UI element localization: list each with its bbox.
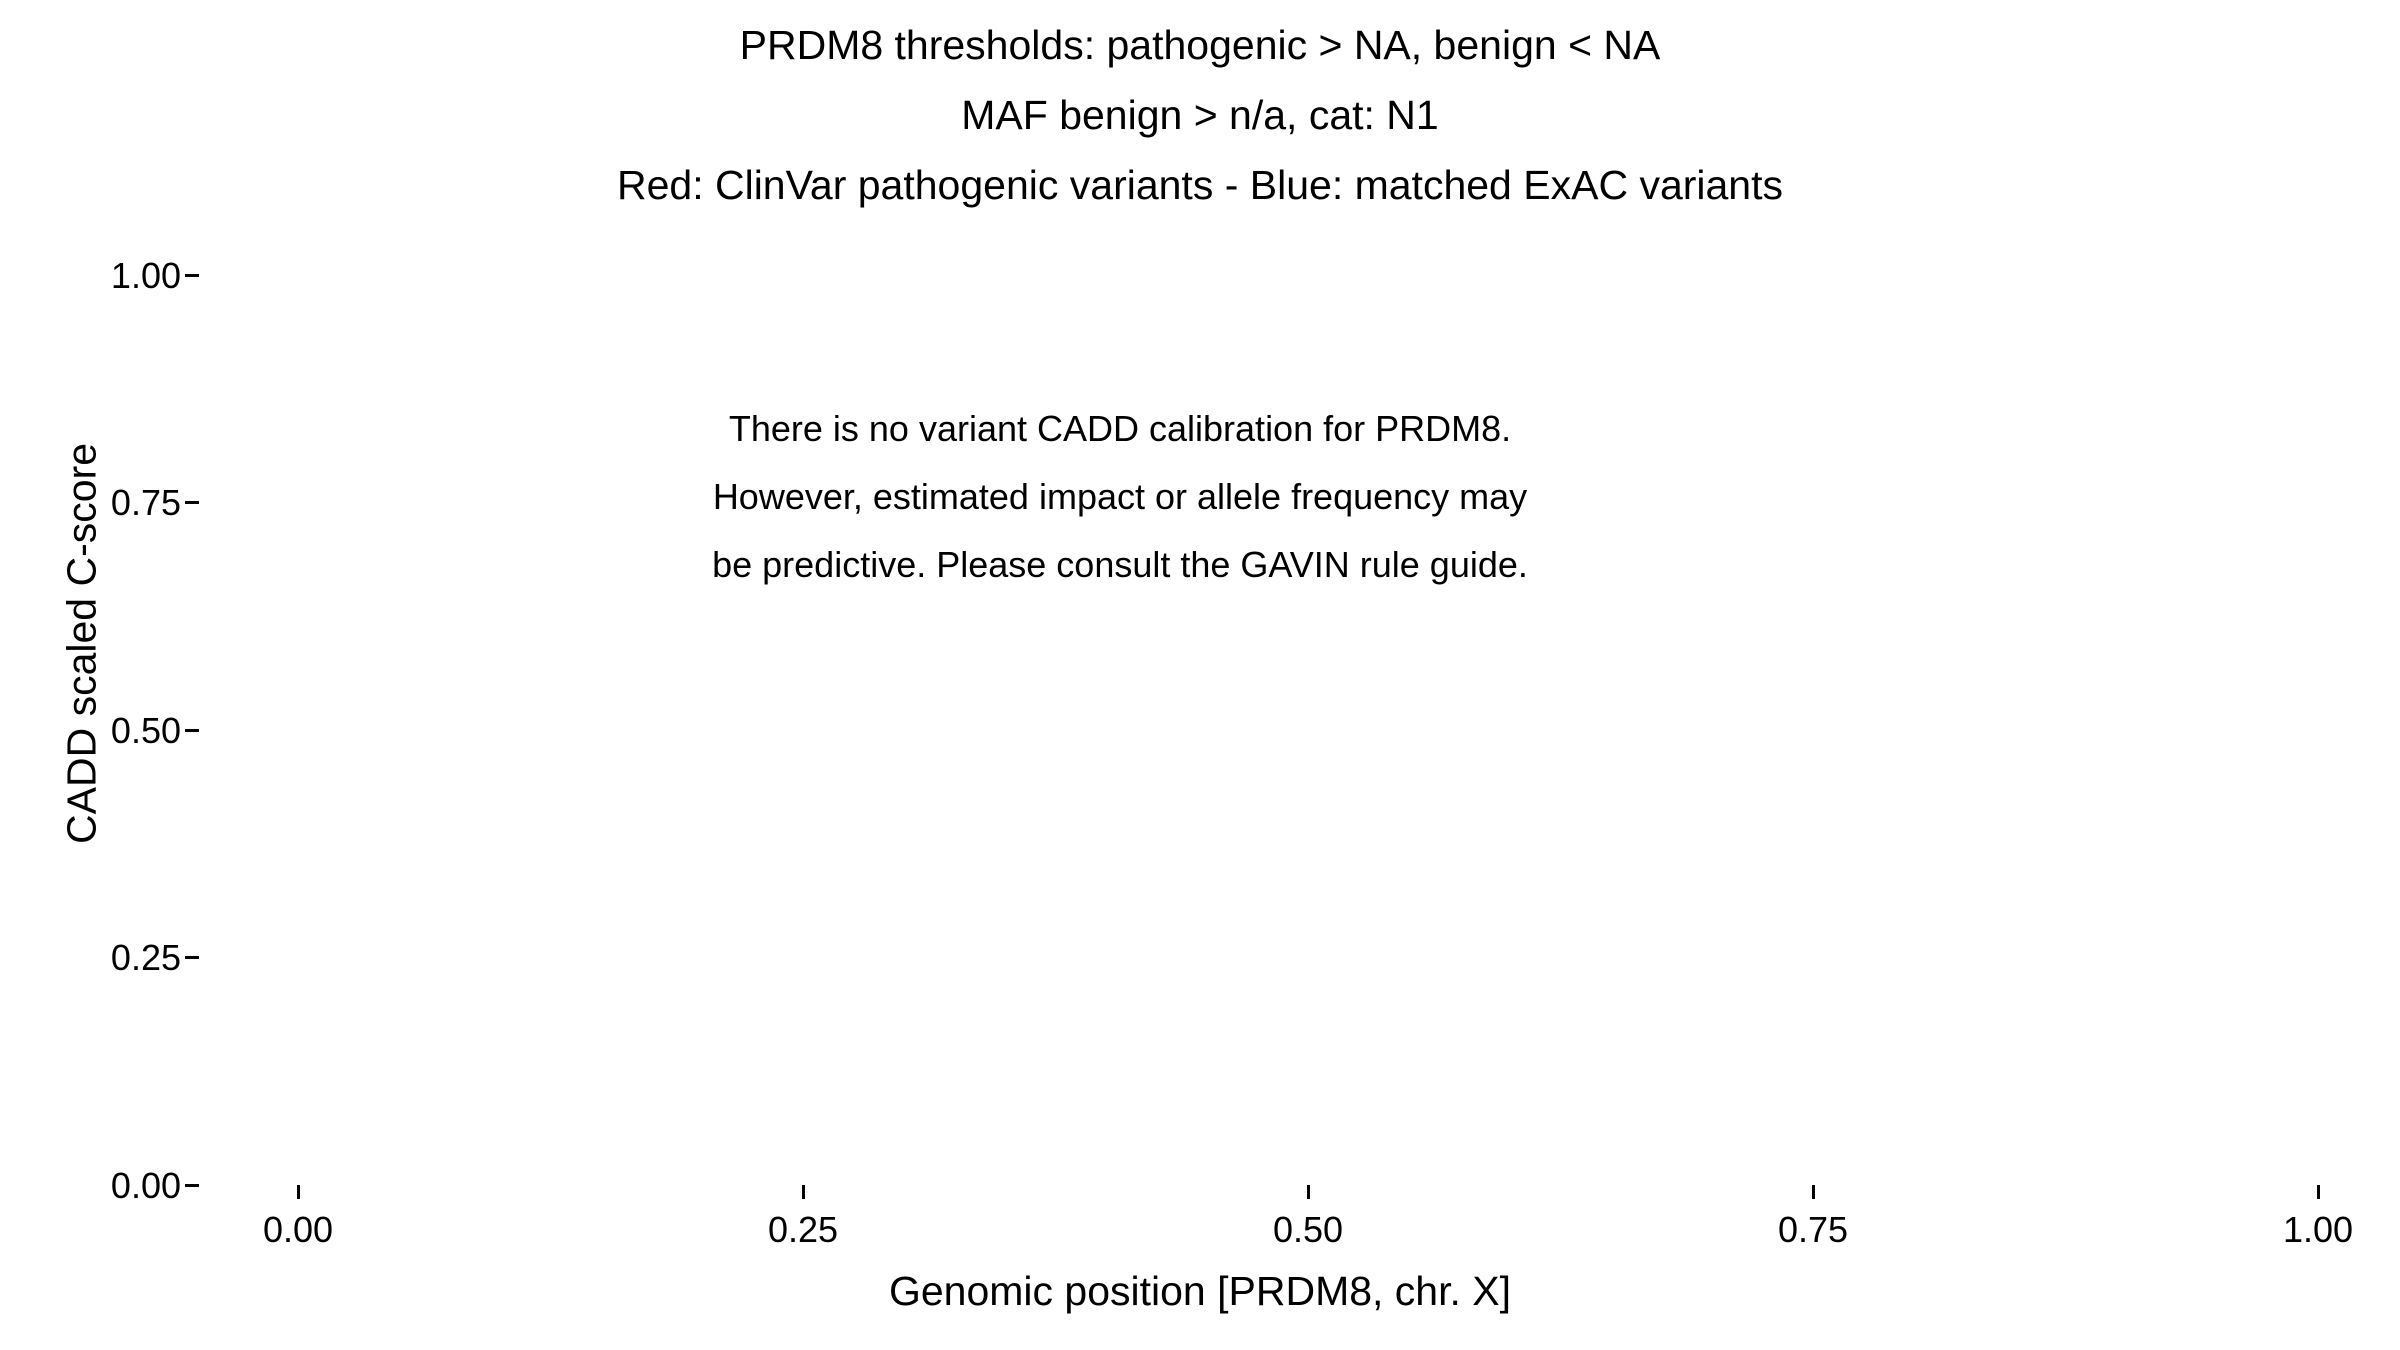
no-calibration-annotation [420,395,1820,599]
y-tick-label-0.50: 0.50 [110,710,181,751]
x-tick-label-0.75: 0.75 [1777,1209,1849,1250]
x-tick-mark-0.00 [297,1185,300,1199]
y-tick-mark-0.50 [185,729,199,732]
x-tick-label-0.50: 0.50 [1272,1209,1344,1250]
x-tick-label-1.00: 1.00 [2282,1209,2354,1250]
x-tick-label-0.25: 0.25 [767,1209,839,1250]
annotation-line-3: be predictive. Please consult the GAVIN rule guide. [712,544,1528,585]
y-tick-label-0.75: 0.75 [110,482,181,523]
y-tick-mark-0.25 [185,956,199,959]
y-axis-label: CADD scaled C-score [58,443,105,844]
y-tick-label-1.00: 1.00 [110,255,181,296]
y-tick-mark-0.75 [185,501,199,504]
y-tick-mark-1.00 [185,274,199,277]
y-tick-label-0.25: 0.25 [110,937,181,978]
x-axis-label: Genomic position [PRDM8, chr. X] [888,1268,1512,1314]
x-tick-mark-1.00 [2317,1185,2320,1199]
chart-title [0,10,2400,220]
annotation-line-2: However, estimated impact or allele frequency may [712,476,1528,517]
y-tick-label-0.00: 0.00 [110,1165,181,1206]
y-tick-mark-0.00 [185,1184,199,1187]
x-tick-label-0.00: 0.00 [262,1209,334,1250]
annotation-line-1: There is no variant CADD calibration for PRDM8. [728,408,1512,449]
x-tick-mark-0.25 [802,1185,805,1199]
x-tick-mark-0.75 [1812,1185,1815,1199]
chart-title-line-2: MAF benign > n/a, cat: N1 [961,92,1439,138]
chart-title-line-3: Red: ClinVar pathogenic variants - Blue: matched ExAC variants [616,162,1784,208]
x-tick-mark-0.50 [1307,1185,1310,1199]
chart-title-line-1: PRDM8 thresholds: pathogenic > NA, benign < NA [739,22,1661,68]
